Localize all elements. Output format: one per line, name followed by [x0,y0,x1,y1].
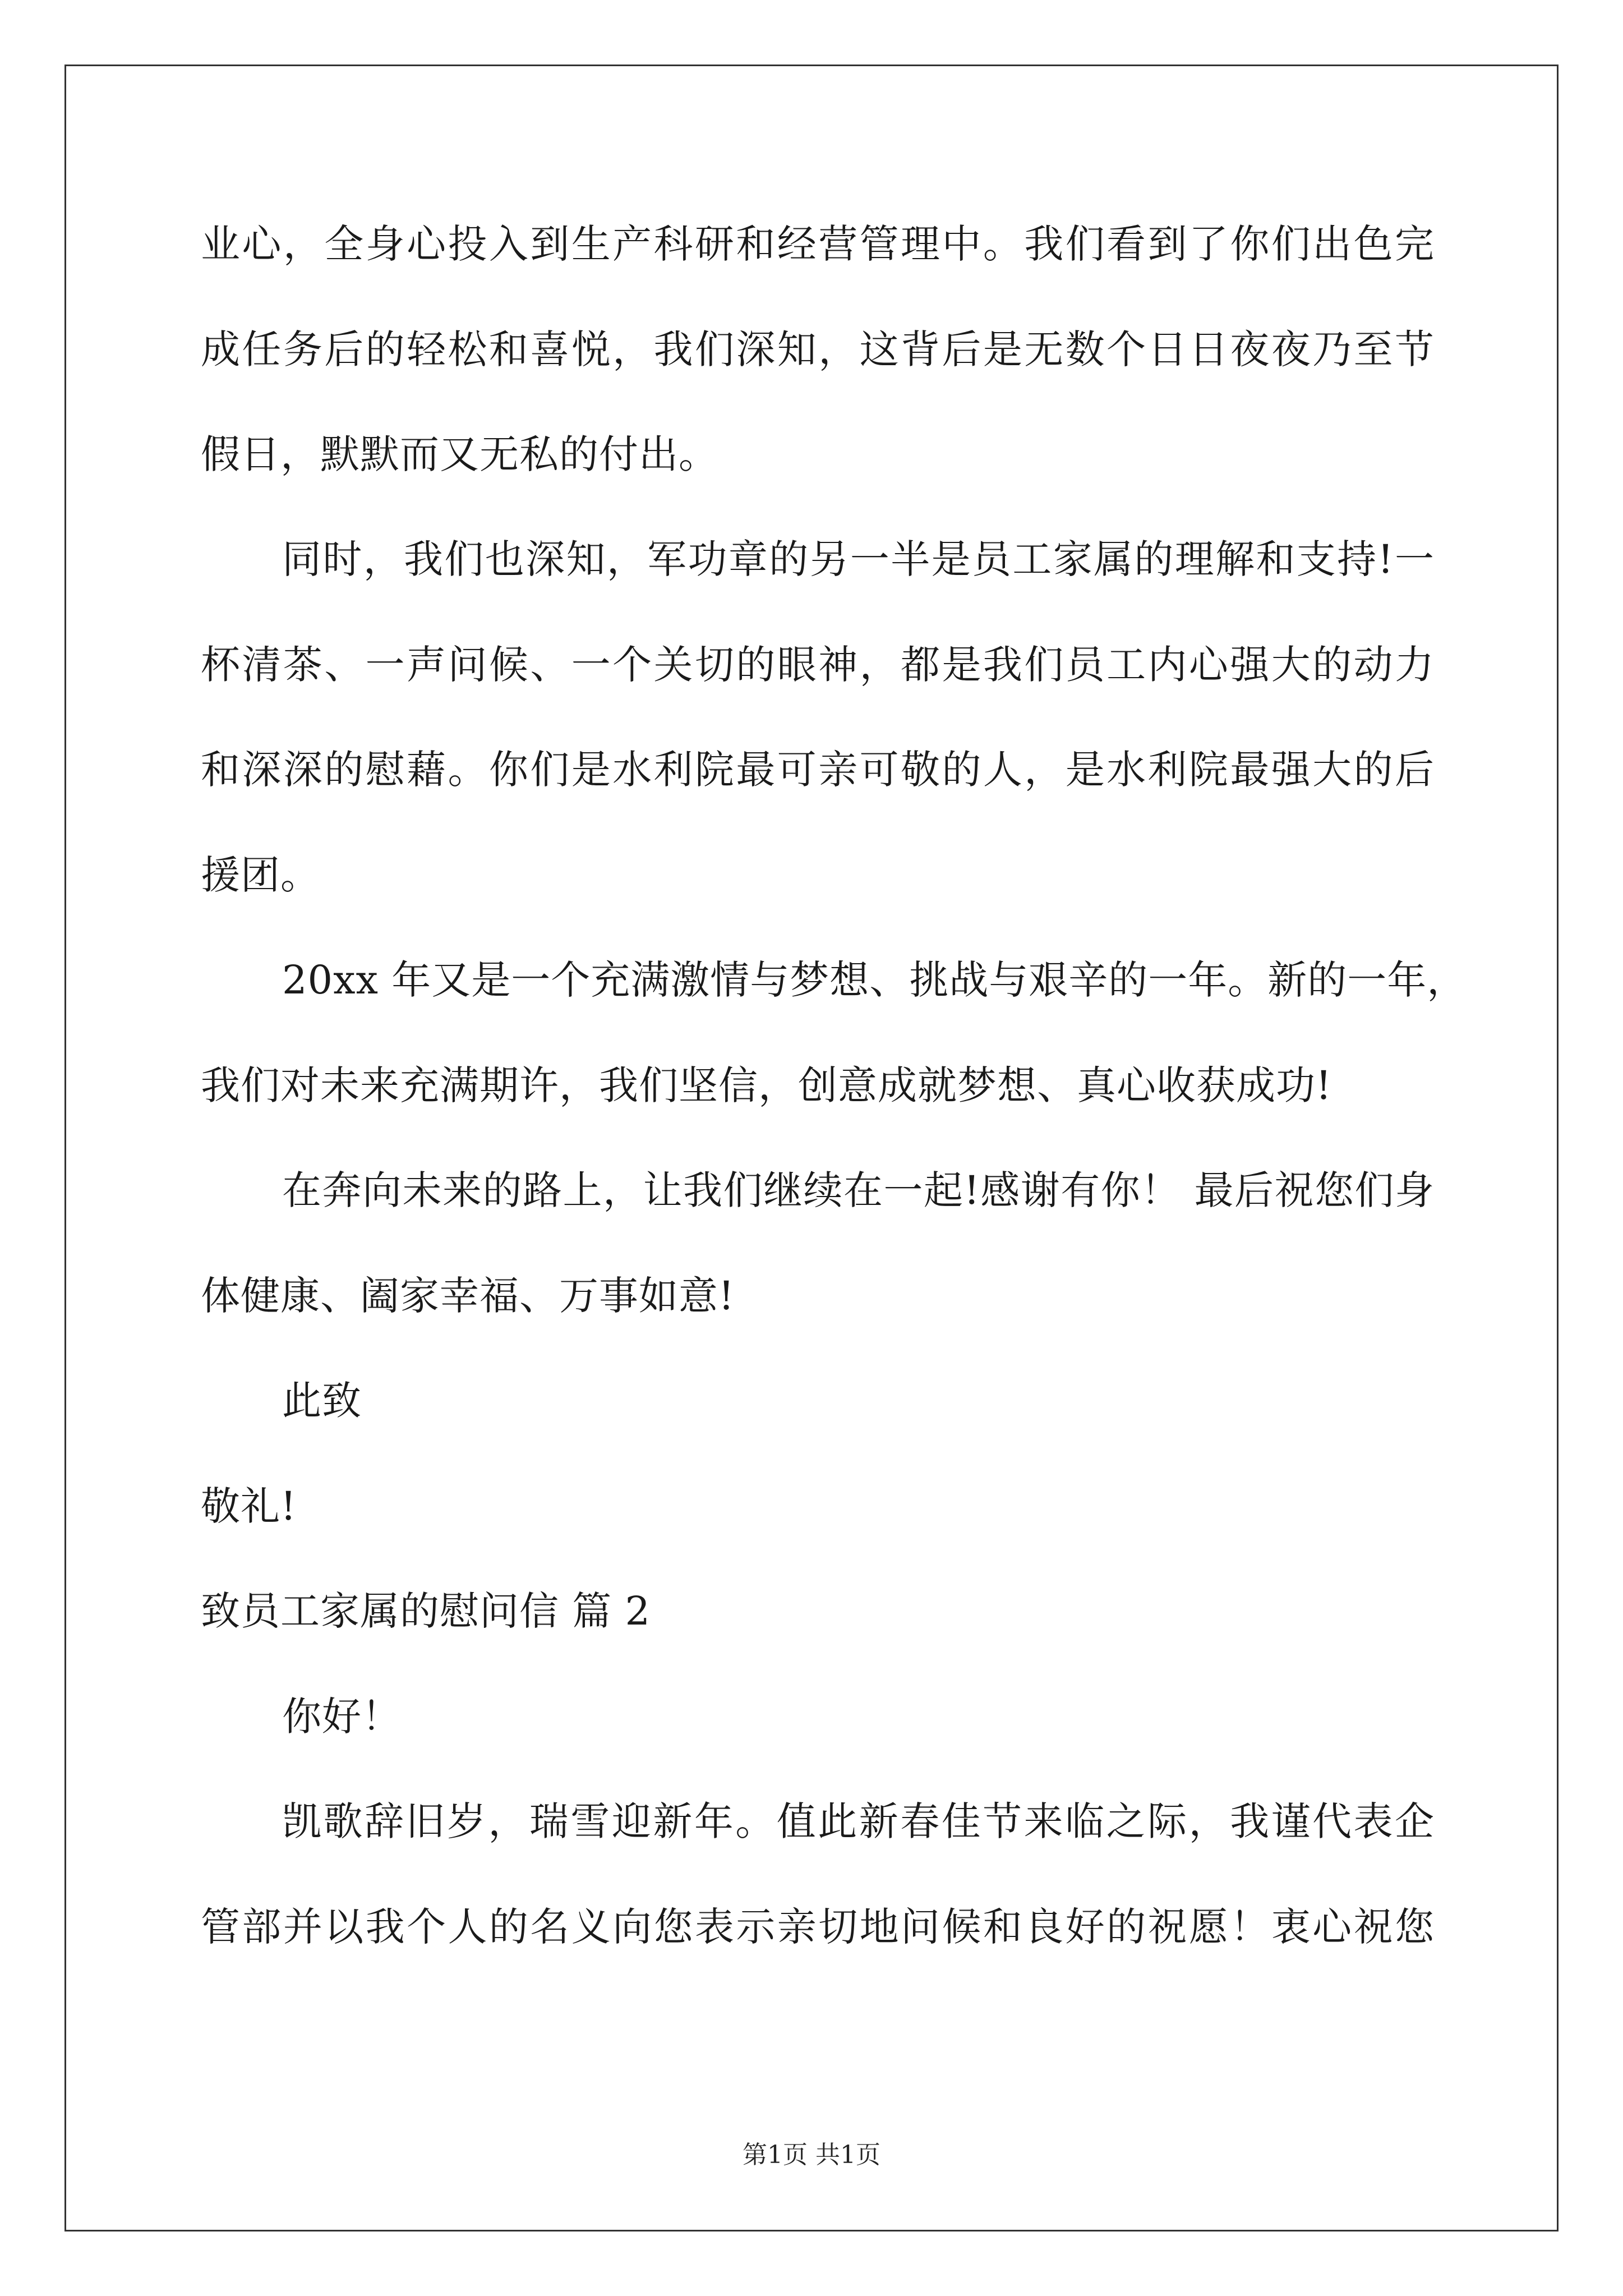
paragraph-start-line: 同时，我们也深知，军功章的另一半是员工家属的理解和支持!一 [282,536,1435,582]
page-footer: 第1页 共1页 [743,2141,880,2169]
text-line: 业心，全身心投入到生产科研和经营管理中。我们看到了你们出色完 [201,221,1435,267]
text-line: 假日，默默而又无私的付出。 [201,431,718,477]
greeting: 你好！ [282,1694,402,1740]
text-line: 成任务后的轻松和喜悦，我们深知，这背后是无数个日日夜夜乃至节 [201,326,1435,372]
closing-salutation: 此致 [282,1378,362,1424]
text-line: 体健康、阖家幸福、万事如意! [201,1273,735,1319]
closing-regards: 敬礼! [201,1483,297,1529]
text-line: 杯清茶、一声问候、一个关切的眼神，都是我们员工内心强大的动力 [201,642,1435,688]
text-line: 援团。 [201,852,320,898]
paragraph-start-line: 20xx 年又是一个充满激情与梦想、挑战与艰辛的一年。新的一年， [282,957,1467,1003]
section-heading: 致员工家属的慰问信 篇 2 [201,1588,651,1634]
text-line: 管部并以我个人的名义向您表示亲切地问候和良好的祝愿！衷心祝您 [201,1904,1435,1950]
text-line: 和深深的慰藉。你们是水利院最可亲可敬的人，是水利院最强大的后 [201,747,1435,793]
paragraph-start-line: 凯歌辞旧岁，瑞雪迎新年。值此新春佳节来临之际，我谨代表企 [282,1798,1435,1844]
text-line: 我们对未来充满期许，我们坚信，创意成就梦想、真心收获成功! [201,1062,1332,1108]
paragraph-start-line: 在奔向未来的路上，让我们继续在一起!感谢有你！ 最后祝您们身 [282,1167,1435,1213]
